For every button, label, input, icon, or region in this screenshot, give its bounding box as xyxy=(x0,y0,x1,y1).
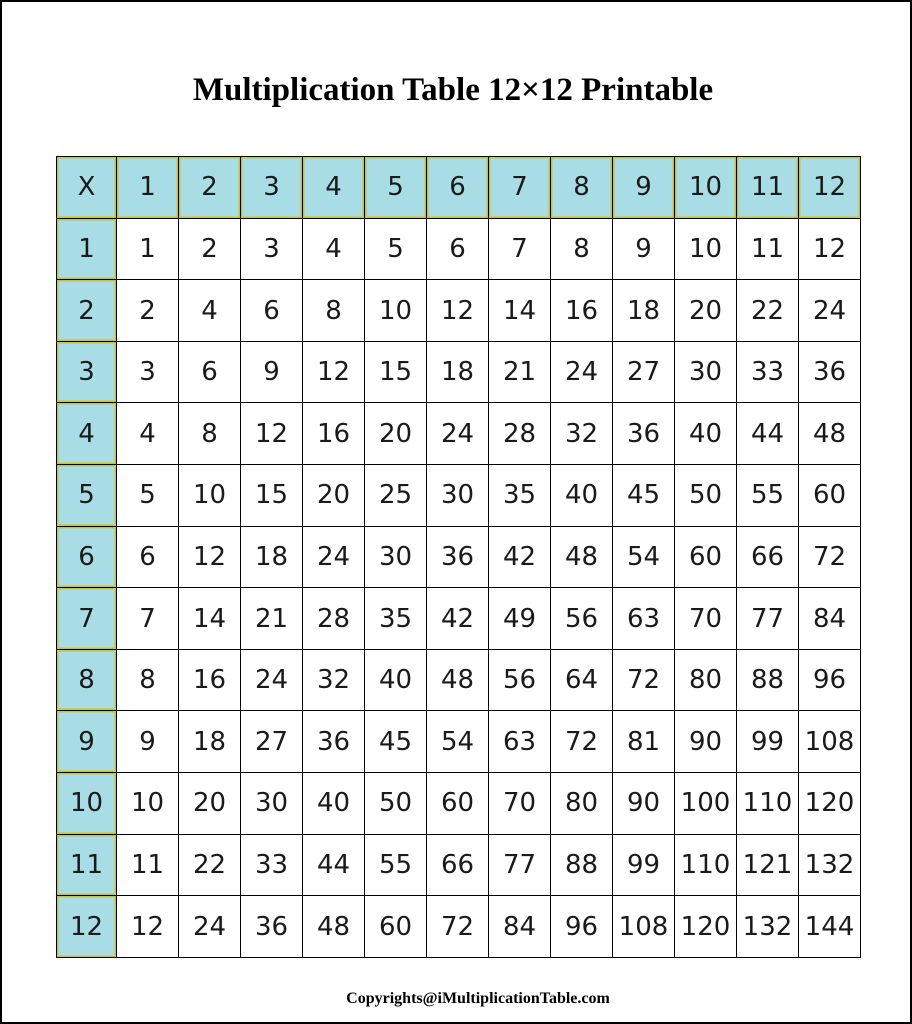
table-cell: 80 xyxy=(551,773,613,835)
table-cell: 21 xyxy=(241,588,303,650)
table-cell: 16 xyxy=(303,403,365,465)
table-cell: 35 xyxy=(365,588,427,650)
corner-cell: X xyxy=(57,157,117,219)
multiplication-table xyxy=(56,156,861,958)
table-cell: 132 xyxy=(799,834,861,896)
table-cell: 88 xyxy=(737,649,799,711)
table-cell: 4 xyxy=(117,403,179,465)
row-header: 10 xyxy=(57,773,117,835)
page-title: Multiplication Table 12×12 Printable xyxy=(192,72,714,108)
table-cell: 12 xyxy=(241,403,303,465)
row-header: 3 xyxy=(57,341,117,403)
table-cell: 72 xyxy=(613,649,675,711)
table-cell: 9 xyxy=(613,218,675,280)
table-cell: 36 xyxy=(303,711,365,773)
column-header: 12 xyxy=(799,157,861,219)
table-row xyxy=(57,280,861,342)
copyright-footer: Copyrights@iMultiplicationTable.com xyxy=(346,990,610,1007)
table-cell: 110 xyxy=(675,834,737,896)
column-header: 2 xyxy=(179,157,241,219)
table-cell: 45 xyxy=(613,465,675,527)
table-cell: 22 xyxy=(179,834,241,896)
table-row xyxy=(57,834,861,896)
table-row xyxy=(57,711,861,773)
table-cell: 48 xyxy=(303,896,365,958)
table-cell: 12 xyxy=(303,341,365,403)
table-row xyxy=(57,588,861,650)
table-cell: 6 xyxy=(241,280,303,342)
table-cell: 70 xyxy=(675,588,737,650)
table-cell: 14 xyxy=(179,588,241,650)
table-cell: 10 xyxy=(675,218,737,280)
table-cell: 5 xyxy=(117,465,179,527)
table-row xyxy=(57,773,861,835)
table-cell: 6 xyxy=(427,218,489,280)
table-cell: 20 xyxy=(675,280,737,342)
table-cell: 16 xyxy=(551,280,613,342)
table-cell: 42 xyxy=(427,588,489,650)
table-cell: 42 xyxy=(489,526,551,588)
table-row xyxy=(57,218,861,280)
table-cell: 4 xyxy=(303,218,365,280)
table-cell: 11 xyxy=(737,218,799,280)
table-cell: 48 xyxy=(799,403,861,465)
table-cell: 21 xyxy=(489,341,551,403)
row-header: 2 xyxy=(57,280,117,342)
table-cell: 45 xyxy=(365,711,427,773)
table-cell: 9 xyxy=(241,341,303,403)
table-cell: 96 xyxy=(799,649,861,711)
table-cell: 40 xyxy=(551,465,613,527)
table-cell: 90 xyxy=(613,773,675,835)
table-cell: 8 xyxy=(117,649,179,711)
table-cell: 48 xyxy=(427,649,489,711)
table-cell: 2 xyxy=(117,280,179,342)
table-cell: 56 xyxy=(489,649,551,711)
table-cell: 25 xyxy=(365,465,427,527)
table-cell: 44 xyxy=(737,403,799,465)
table-cell: 16 xyxy=(179,649,241,711)
table-cell: 11 xyxy=(117,834,179,896)
table-cell: 27 xyxy=(613,341,675,403)
table-cell: 99 xyxy=(613,834,675,896)
table-cell: 40 xyxy=(675,403,737,465)
table-cell: 1 xyxy=(117,218,179,280)
column-header: 8 xyxy=(551,157,613,219)
table-cell: 36 xyxy=(799,341,861,403)
table-row xyxy=(57,465,861,527)
table-cell: 80 xyxy=(675,649,737,711)
table-cell: 24 xyxy=(427,403,489,465)
table-cell: 8 xyxy=(303,280,365,342)
table-cell: 24 xyxy=(799,280,861,342)
table-cell: 8 xyxy=(179,403,241,465)
table-cell: 22 xyxy=(737,280,799,342)
table-cell: 40 xyxy=(365,649,427,711)
table-cell: 40 xyxy=(303,773,365,835)
table-cell: 33 xyxy=(737,341,799,403)
table-cell: 30 xyxy=(241,773,303,835)
column-header: 3 xyxy=(241,157,303,219)
row-header: 8 xyxy=(57,649,117,711)
table-cell: 36 xyxy=(241,896,303,958)
table-cell: 49 xyxy=(489,588,551,650)
multiplication-table-body xyxy=(57,157,861,958)
row-header: 7 xyxy=(57,588,117,650)
table-cell: 18 xyxy=(179,711,241,773)
column-header: 5 xyxy=(365,157,427,219)
row-header: 4 xyxy=(57,403,117,465)
table-row xyxy=(57,896,861,958)
table-cell: 77 xyxy=(737,588,799,650)
table-cell: 24 xyxy=(303,526,365,588)
table-cell: 3 xyxy=(241,218,303,280)
table-cell: 24 xyxy=(551,341,613,403)
table-cell: 72 xyxy=(799,526,861,588)
table-cell: 144 xyxy=(799,896,861,958)
table-cell: 12 xyxy=(117,896,179,958)
table-cell: 18 xyxy=(241,526,303,588)
table-cell: 54 xyxy=(613,526,675,588)
table-cell: 20 xyxy=(179,773,241,835)
row-header: 1 xyxy=(57,218,117,280)
table-cell: 84 xyxy=(799,588,861,650)
table-cell: 108 xyxy=(799,711,861,773)
table-cell: 132 xyxy=(737,896,799,958)
row-header: 5 xyxy=(57,465,117,527)
table-cell: 50 xyxy=(675,465,737,527)
table-cell: 84 xyxy=(489,896,551,958)
table-cell: 60 xyxy=(799,465,861,527)
table-cell: 24 xyxy=(241,649,303,711)
row-header: 6 xyxy=(57,526,117,588)
table-cell: 12 xyxy=(179,526,241,588)
table-cell: 10 xyxy=(117,773,179,835)
table-cell: 7 xyxy=(489,218,551,280)
table-row xyxy=(57,649,861,711)
table-cell: 10 xyxy=(179,465,241,527)
table-cell: 30 xyxy=(427,465,489,527)
table-cell: 90 xyxy=(675,711,737,773)
column-header: 11 xyxy=(737,157,799,219)
row-header: 11 xyxy=(57,834,117,896)
table-cell: 6 xyxy=(117,526,179,588)
table-cell: 55 xyxy=(365,834,427,896)
table-cell: 56 xyxy=(551,588,613,650)
column-header: 4 xyxy=(303,157,365,219)
table-cell: 14 xyxy=(489,280,551,342)
table-cell: 27 xyxy=(241,711,303,773)
table-cell: 24 xyxy=(179,896,241,958)
table-cell: 36 xyxy=(613,403,675,465)
table-cell: 28 xyxy=(303,588,365,650)
table-cell: 5 xyxy=(365,218,427,280)
row-header: 9 xyxy=(57,711,117,773)
column-header: 6 xyxy=(427,157,489,219)
table-cell: 3 xyxy=(117,341,179,403)
table-cell: 30 xyxy=(365,526,427,588)
table-cell: 10 xyxy=(365,280,427,342)
table-cell: 7 xyxy=(117,588,179,650)
table-cell: 100 xyxy=(675,773,737,835)
table-cell: 70 xyxy=(489,773,551,835)
table-cell: 63 xyxy=(613,588,675,650)
table-cell: 15 xyxy=(365,341,427,403)
table-cell: 99 xyxy=(737,711,799,773)
table-cell: 9 xyxy=(117,711,179,773)
table-cell: 28 xyxy=(489,403,551,465)
table-cell: 50 xyxy=(365,773,427,835)
table-cell: 81 xyxy=(613,711,675,773)
table-cell: 72 xyxy=(551,711,613,773)
table-cell: 18 xyxy=(613,280,675,342)
table-cell: 121 xyxy=(737,834,799,896)
table-cell: 48 xyxy=(551,526,613,588)
row-header: 12 xyxy=(57,896,117,958)
table-cell: 54 xyxy=(427,711,489,773)
table-cell: 66 xyxy=(737,526,799,588)
column-header: 7 xyxy=(489,157,551,219)
column-header: 1 xyxy=(117,157,179,219)
table-cell: 2 xyxy=(179,218,241,280)
table-cell: 35 xyxy=(489,465,551,527)
table-cell: 63 xyxy=(489,711,551,773)
table-cell: 44 xyxy=(303,834,365,896)
table-cell: 60 xyxy=(675,526,737,588)
table-cell: 36 xyxy=(427,526,489,588)
table-cell: 77 xyxy=(489,834,551,896)
table-cell: 4 xyxy=(179,280,241,342)
header-row xyxy=(57,157,861,219)
table-cell: 8 xyxy=(551,218,613,280)
table-cell: 12 xyxy=(427,280,489,342)
table-cell: 108 xyxy=(613,896,675,958)
table-cell: 20 xyxy=(303,465,365,527)
table-cell: 12 xyxy=(799,218,861,280)
table-cell: 88 xyxy=(551,834,613,896)
table-cell: 60 xyxy=(365,896,427,958)
table-cell: 15 xyxy=(241,465,303,527)
table-cell: 32 xyxy=(303,649,365,711)
column-header: 9 xyxy=(613,157,675,219)
table-row xyxy=(57,526,861,588)
table-cell: 30 xyxy=(675,341,737,403)
table-cell: 18 xyxy=(427,341,489,403)
table-cell: 110 xyxy=(737,773,799,835)
table-cell: 64 xyxy=(551,649,613,711)
table-cell: 33 xyxy=(241,834,303,896)
table-cell: 55 xyxy=(737,465,799,527)
table-cell: 72 xyxy=(427,896,489,958)
table-cell: 32 xyxy=(551,403,613,465)
column-header: 10 xyxy=(675,157,737,219)
table-cell: 66 xyxy=(427,834,489,896)
table-cell: 60 xyxy=(427,773,489,835)
table-cell: 120 xyxy=(799,773,861,835)
table-cell: 6 xyxy=(179,341,241,403)
table-cell: 20 xyxy=(365,403,427,465)
table-cell: 96 xyxy=(551,896,613,958)
table-cell: 120 xyxy=(675,896,737,958)
table-row xyxy=(57,341,861,403)
table-row xyxy=(57,403,861,465)
